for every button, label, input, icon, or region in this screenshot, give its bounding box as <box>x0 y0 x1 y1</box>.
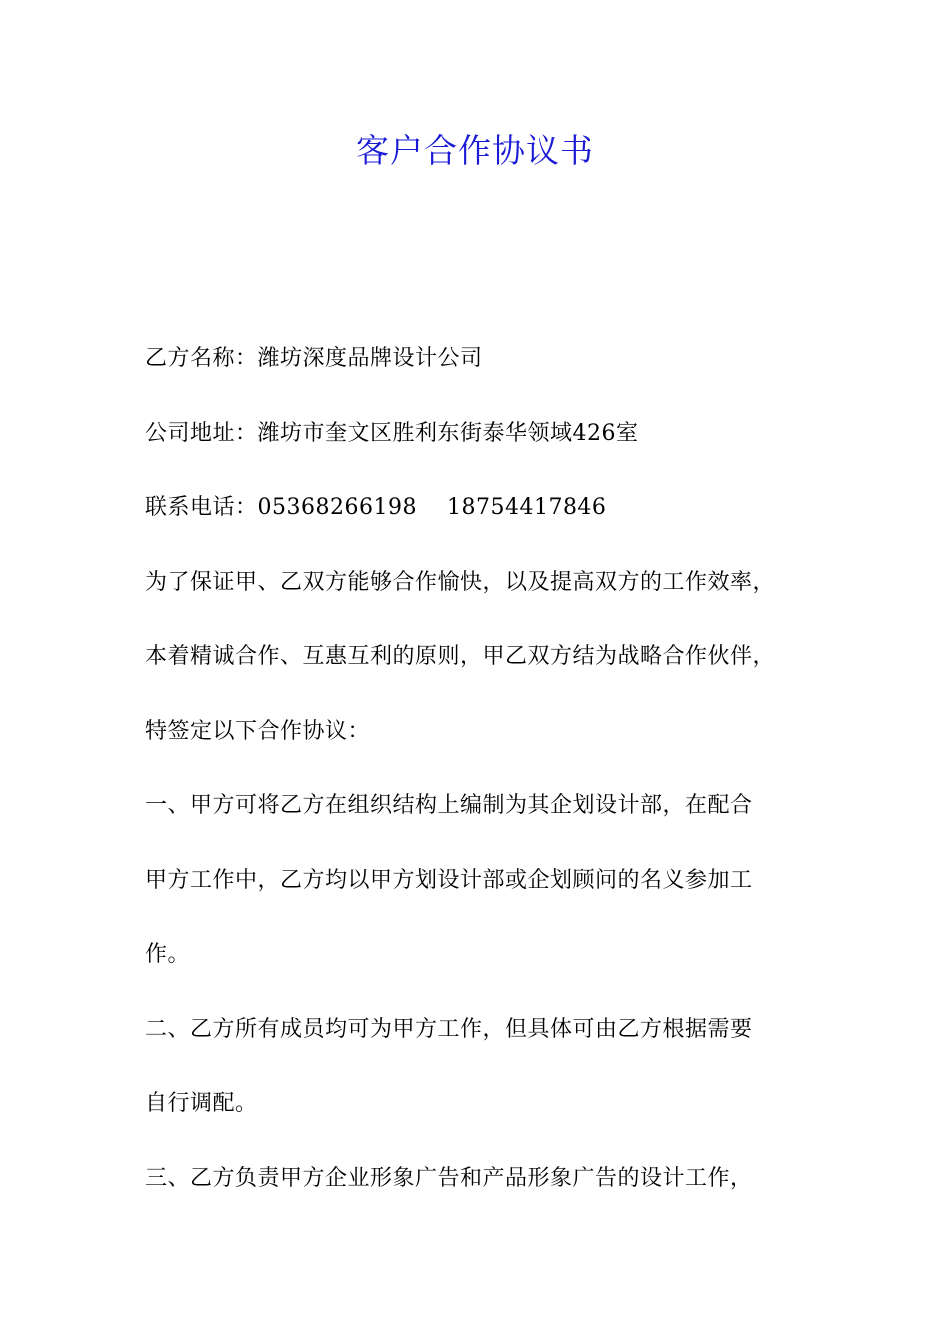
paragraph-line: 特签定以下合作协议： <box>145 718 371 744</box>
clause-line: 三、乙方负责甲方企业形象广告和产品形象广告的设计工作， <box>145 1165 753 1191</box>
contact-phone-line: 联系电话：05368266198 18754417846 <box>145 495 607 520</box>
party-b-name-line: 乙方名称：潍坊深度品牌设计公司 <box>145 346 483 371</box>
paragraph-line: 为了保证甲、乙双方能够合作愉快，以及提高双方的工作效率， <box>145 569 776 595</box>
document-title: 客户合作协议书 <box>356 131 594 170</box>
document-body <box>145 336 845 1230</box>
company-address-line: 公司地址：潍坊市奎文区胜利东街泰华领域426室 <box>145 420 639 446</box>
clause-line: 作。 <box>145 942 191 967</box>
clause-line: 甲方工作中，乙方均以甲方划设计部或企划顾问的名义参加工 <box>145 867 753 893</box>
clause-line: 一、甲方可将乙方在组织结构上编制为其企划设计部，在配合 <box>145 793 753 818</box>
clause-line: 自行调配。 <box>145 1091 258 1116</box>
paragraph-line: 本着精诚合作、互惠互利的原则，甲乙双方结为战略合作伙伴， <box>145 644 776 669</box>
clause-line: 二、乙方所有成员均可为甲方工作，但具体可由乙方根据需要 <box>145 1016 753 1042</box>
